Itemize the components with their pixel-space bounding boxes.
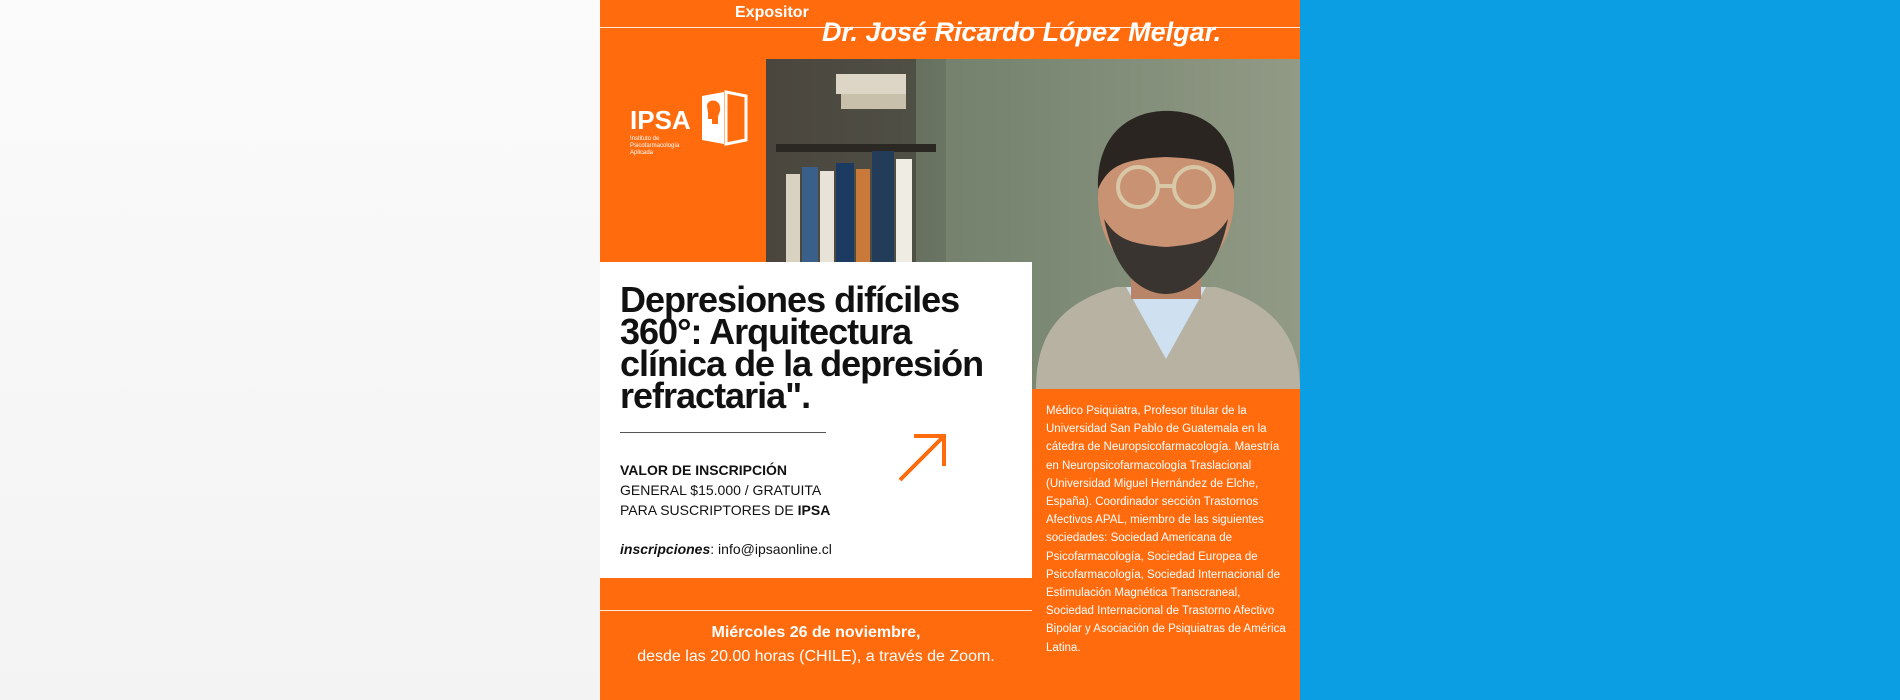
fee-general: GENERAL $15.000 / GRATUITA [620, 482, 822, 498]
title-divider [620, 432, 826, 433]
fee-subscribers-text: PARA SUSCRIPTORES DE [620, 502, 798, 518]
event-title: Depresiones difíciles 360°: Arquitectura clínica de la depresión refractaria". [620, 279, 984, 416]
logo-text: IPSA [630, 105, 691, 135]
logo-subtitle: Instituto de Psicofarmacología Aplicada [630, 136, 680, 156]
fee-title: VALOR DE INSCRIPCIÓN [620, 462, 787, 478]
right-background [1300, 0, 1900, 700]
speaker-bio: Médico Psiquiatra, Profesor titular de la Universidad San Pablo de Guatemala en la cátedra de Neuropsicofarmacología. Maestría en Neuropsicofarmacología Traslacional (Universidad Miguel Hernández de Elche, España). Coordinador sección Trastornos Afectivos APAL, miembro de las siguientes sociedades: Sociedad Americana de Psicofarmacología, Sociedad Europea de Psicofarmacología, Sociedad Internacional de Estimulación Magnética Transcraneal, Sociedad Internacional de Trastorno Afectivo Bipolar y Asociación de Psiquiatras de América Latina. [1046, 405, 1286, 654]
event-banner[interactable] [600, 0, 1300, 700]
book-head-icon [698, 90, 750, 146]
left-background [0, 0, 600, 700]
event-date: Miércoles 26 de noviembre, [711, 624, 921, 641]
event-info-card [600, 262, 1032, 578]
contact-separator: : [710, 541, 719, 557]
footer-divider [600, 610, 1032, 611]
fee-subscribers [620, 500, 920, 520]
fee-subscribers-brand: IPSA [797, 502, 831, 518]
expositor-label: Expositor [735, 4, 809, 21]
contact-label: inscripciones [620, 541, 711, 557]
event-time: desde las 20.00 horas (CHILE), a través de Zoom. [637, 648, 995, 665]
speaker-name: Dr. José Ricardo López Melgar. [822, 17, 1222, 47]
registration-fee [620, 460, 920, 520]
contact-email[interactable]: info@ipsaonline.cl [718, 541, 832, 557]
ipsa-logo [630, 90, 755, 160]
registration-contact [620, 541, 832, 557]
